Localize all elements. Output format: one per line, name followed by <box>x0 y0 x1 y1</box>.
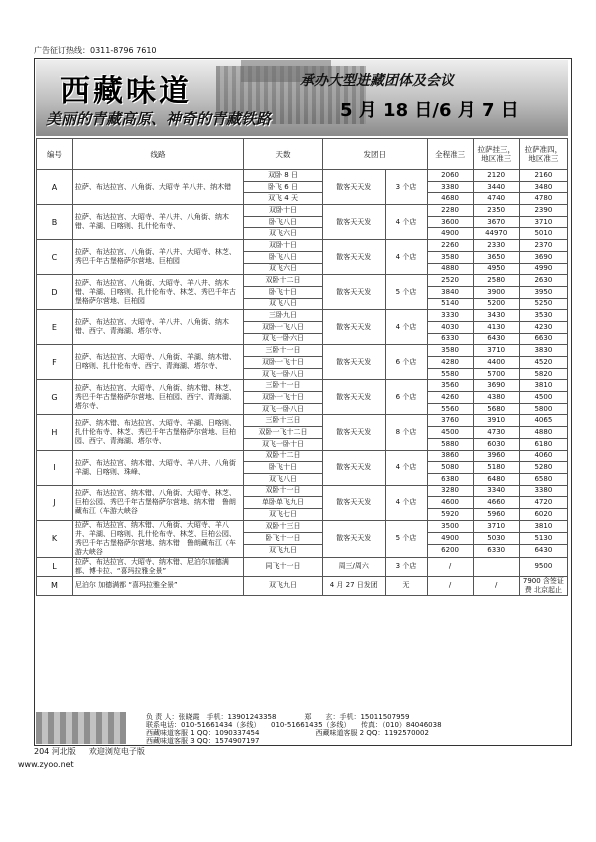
store-count: 6 个店 <box>385 380 427 415</box>
price-lhasa-hang-3: 2580 <box>473 275 519 287</box>
store-count: 4 个店 <box>385 310 427 345</box>
price-lhasa-hang-3: 3650 <box>473 251 519 263</box>
price-standard-3: 6330 <box>427 333 473 345</box>
route-duration: 双飞一卧八日 <box>244 368 323 380</box>
route-description: 拉萨、布达拉宫、大昭寺、八角街、纳木错、林芝、秀巴千年古堡格萨尔营地、巨柏园、西宁、青海湖、塔尔寺、 <box>72 380 243 415</box>
departure-schedule: 4 月 27 日发团 <box>322 576 385 595</box>
route-duration: 双飞一卧六日 <box>244 333 323 345</box>
route-code: M <box>37 576 73 595</box>
route-duration: 双卧一飞十日 <box>244 357 323 369</box>
route-code: D <box>37 275 73 310</box>
store-count: 无 <box>385 576 427 595</box>
route-description: 拉萨、纳木错、布达拉宫、大昭寺、羊湖、日喀则、扎什伦布寺、林芝、秀巴千年古堡格萨尔营地、巨柏园、西宁、青海湖、塔尔寺、 <box>72 415 243 450</box>
route-duration: 双卧 8 日 <box>244 170 323 182</box>
route-duration: 双卧十日 <box>244 240 323 252</box>
contact-line-2: 联系电话：010-51661434（多线） 010-51661435（多线） 传真：（010）84046038 <box>146 721 442 729</box>
departure-schedule: 散客天天发 <box>322 205 385 240</box>
price-lhasa-4: 4990 <box>519 263 567 275</box>
contact-line-4: 西藏味道客服 3 QQ：1574907197 <box>146 737 260 745</box>
table-row <box>37 450 568 462</box>
store-count: 3 个店 <box>385 170 427 205</box>
banner-slogan: 美丽的青藏高原、神奇的青藏铁路 <box>46 110 272 128</box>
route-description: 拉萨、布达拉宫、八角街、大昭寺 羊八井、纳木错 <box>72 170 243 205</box>
price-lhasa-4: 4230 <box>519 321 567 333</box>
price-lhasa-4: 3380 <box>519 485 567 497</box>
table-row <box>37 520 568 532</box>
price-lhasa-4: 3480 <box>519 181 567 193</box>
route-code: H <box>37 415 73 450</box>
price-lhasa-hang-3: 3960 <box>473 450 519 462</box>
price-standard-3: 5920 <box>427 508 473 520</box>
price-standard-3: 3760 <box>427 415 473 427</box>
route-duration: 卧飞八日 <box>244 251 323 263</box>
price-lhasa-hang-3: 2330 <box>473 240 519 252</box>
route-duration: 双卧一飞十日 <box>244 392 323 404</box>
price-lhasa-4: 3690 <box>519 251 567 263</box>
route-duration: 双卧十一日 <box>244 485 323 497</box>
price-lhasa-hang-3: 3340 <box>473 485 519 497</box>
price-lhasa-4: 6180 <box>519 438 567 450</box>
price-lhasa-4: 5250 <box>519 298 567 310</box>
table-row <box>37 275 568 287</box>
route-code: L <box>37 557 73 576</box>
price-lhasa-4: 2390 <box>519 205 567 217</box>
price-standard-3: 3560 <box>427 380 473 392</box>
price-lhasa-hang-3: 5700 <box>473 368 519 380</box>
price-lhasa-4: 6020 <box>519 508 567 520</box>
price-standard-3: 3500 <box>427 520 473 532</box>
contact-line-3: 西藏味道客服 1 QQ：1090337454 西藏味道客服 2 QQ：1192570002 <box>146 729 429 737</box>
price-standard-3: 3330 <box>427 310 473 322</box>
price-standard-3: 3380 <box>427 181 473 193</box>
page-footer: 204 河北版 欢迎浏览电子版 <box>34 747 145 756</box>
store-count: 4 个店 <box>385 450 427 485</box>
banner-dates: 5 月 18 日/6 月 7 日 <box>340 100 519 121</box>
route-duration: 双飞七日 <box>244 508 323 520</box>
price-standard-3: 3600 <box>427 216 473 228</box>
header-price-2: 拉萨挂三，地区准三 <box>473 139 519 170</box>
route-duration: 卧飞十一日 <box>244 532 323 544</box>
table-row <box>37 380 568 392</box>
price-standard-3: 4880 <box>427 263 473 275</box>
price-standard-3: 4500 <box>427 427 473 439</box>
price-lhasa-hang-3: 4740 <box>473 193 519 205</box>
price-lhasa-4: 5280 <box>519 462 567 474</box>
departure-schedule: 散客天天发 <box>322 170 385 205</box>
route-duration: 双卧十二日 <box>244 450 323 462</box>
route-duration: 双卧十三日 <box>244 520 323 532</box>
price-standard-3: 4600 <box>427 497 473 509</box>
price-standard-3: 4900 <box>427 228 473 240</box>
route-duration: 三卧十一日 <box>244 345 323 357</box>
price-lhasa-hang-3: 3910 <box>473 415 519 427</box>
price-lhasa-hang-3: 3710 <box>473 345 519 357</box>
price-lhasa-4: 3710 <box>519 216 567 228</box>
route-code: J <box>37 485 73 520</box>
route-duration: 双飞六日 <box>244 228 323 240</box>
price-standard-3: 5560 <box>427 403 473 415</box>
route-duration: 双飞 4 天 <box>244 193 323 205</box>
price-standard-3: 3280 <box>427 485 473 497</box>
departure-schedule: 散客天天发 <box>322 275 385 310</box>
price-lhasa-4: 4500 <box>519 392 567 404</box>
route-description: 拉萨、布达拉宫、大昭寺、羊八井、八角街、纳木错、西宁、青海湖、塔尔寺、 <box>72 310 243 345</box>
brand-title: 西藏味道 <box>60 74 192 109</box>
price-lhasa-hang-3: 3690 <box>473 380 519 392</box>
price-standard-3: / <box>427 576 473 595</box>
price-lhasa-hang-3: 4950 <box>473 263 519 275</box>
price-standard-3: 6380 <box>427 473 473 485</box>
price-lhasa-hang-3: 3440 <box>473 181 519 193</box>
price-lhasa-4: 3810 <box>519 520 567 532</box>
price-lhasa-hang-3: 4400 <box>473 357 519 369</box>
price-lhasa-hang-3: 4130 <box>473 321 519 333</box>
price-lhasa-4: 3830 <box>519 345 567 357</box>
price-lhasa-hang-3: 5030 <box>473 532 519 544</box>
table-row <box>37 345 568 357</box>
price-standard-3: / <box>427 557 473 576</box>
route-code: K <box>37 520 73 557</box>
route-description: 拉萨、布达拉宫、纳木错、大昭寺、羊八井、八角街羊湖、日喀则、珠峰、 <box>72 450 243 485</box>
price-lhasa-4: 6580 <box>519 473 567 485</box>
price-lhasa-hang-3: 5180 <box>473 462 519 474</box>
price-lhasa-hang-3: 4380 <box>473 392 519 404</box>
price-standard-3: 4900 <box>427 532 473 544</box>
route-description: 拉萨、布达拉宫、大昭寺、纳木错、尼泊尔加德满都、博卡拉、“喜玛拉雅全景” <box>72 557 243 576</box>
price-lhasa-4: 4880 <box>519 427 567 439</box>
route-code: B <box>37 205 73 240</box>
table-row <box>37 170 568 182</box>
route-code: C <box>37 240 73 275</box>
store-count: 4 个店 <box>385 205 427 240</box>
prayer-wheel-photo <box>36 712 126 744</box>
site-url: www.zyoo.net <box>18 760 74 769</box>
route-duration: 双飞九日 <box>244 545 323 557</box>
table-row <box>37 576 568 595</box>
route-duration: 三卧十三日 <box>244 415 323 427</box>
header-price-3: 拉萨准四，地区准三 <box>519 139 567 170</box>
route-code: I <box>37 450 73 485</box>
departure-schedule: 散客天天发 <box>322 345 385 380</box>
price-standard-3: 5080 <box>427 462 473 474</box>
price-lhasa-4: 2160 <box>519 170 567 182</box>
departure-schedule: 散客天天发 <box>322 485 385 520</box>
departure-schedule: 散客天天发 <box>322 415 385 450</box>
price-lhasa-4: 9500 <box>519 557 567 576</box>
table-row <box>37 557 568 576</box>
route-duration: 同飞十一日 <box>244 557 323 576</box>
departure-schedule: 周三/周六 <box>322 557 385 576</box>
price-lhasa-4: 5820 <box>519 368 567 380</box>
price-standard-3: 2520 <box>427 275 473 287</box>
store-count: 6 个店 <box>385 345 427 380</box>
price-lhasa-hang-3: 6480 <box>473 473 519 485</box>
route-description: 拉萨、布达拉宫、大昭寺、羊八井、八角街、纳木错、羊湖、日喀则、扎什伦布寺、 <box>72 205 243 240</box>
departure-schedule: 散客天天发 <box>322 380 385 415</box>
ad-hotline: 广告征订热线：0311-8796 7610 <box>34 46 157 55</box>
departure-schedule: 散客天天发 <box>322 520 385 557</box>
header-price-1: 全程准三 <box>427 139 473 170</box>
route-duration: 双飞八日 <box>244 473 323 485</box>
price-lhasa-4: 4720 <box>519 497 567 509</box>
header-departure: 发团日 <box>322 139 427 170</box>
price-lhasa-hang-3: 4660 <box>473 497 519 509</box>
price-lhasa-hang-3: 3900 <box>473 286 519 298</box>
price-lhasa-4: 3810 <box>519 380 567 392</box>
departure-schedule: 散客天天发 <box>322 450 385 485</box>
route-duration: 双飞一卧八日 <box>244 403 323 415</box>
route-duration: 双卧十日 <box>244 205 323 217</box>
price-lhasa-hang-3 <box>473 557 519 576</box>
route-duration: 三卧十一日 <box>244 380 323 392</box>
price-standard-3: 6200 <box>427 545 473 557</box>
route-description: 拉萨、布达拉宫、纳木错、八角街、大昭寺、羊八井、羊湖、日喀则、扎什伦布寺、林芝、巨柏公园、秀巴千年古堡格萨尔营地、纳木错 鲁朗藏布江（车游大峡谷 <box>72 520 243 557</box>
contact-line-1: 负 责 人：张晓霞 手机：13901243358 郑 玄：手机：15011507959 <box>146 713 410 721</box>
price-lhasa-hang-3: 6430 <box>473 333 519 345</box>
route-code: G <box>37 380 73 415</box>
price-standard-3: 2280 <box>427 205 473 217</box>
table-row <box>37 240 568 252</box>
table-row <box>37 310 568 322</box>
price-lhasa-4: 6430 <box>519 545 567 557</box>
route-duration: 三卧九日 <box>244 310 323 322</box>
price-lhasa-hang-3: 3430 <box>473 310 519 322</box>
price-standard-3: 4680 <box>427 193 473 205</box>
price-lhasa-4: 5800 <box>519 403 567 415</box>
route-duration: 双飞八日 <box>244 298 323 310</box>
price-lhasa-4: 3950 <box>519 286 567 298</box>
banner-promo: 承办大型进藏团体及会议 <box>300 73 454 89</box>
route-duration: 双飞九日 <box>244 576 323 595</box>
price-lhasa-4: 4780 <box>519 193 567 205</box>
price-standard-3: 4280 <box>427 357 473 369</box>
price-lhasa-4: 4065 <box>519 415 567 427</box>
price-standard-3: 3580 <box>427 251 473 263</box>
route-code: F <box>37 345 73 380</box>
price-lhasa-4: 7900 含签证费 北京起止 <box>519 576 567 595</box>
contact-block <box>36 712 568 744</box>
route-duration: 卧飞 6 日 <box>244 181 323 193</box>
price-lhasa-hang-3: 2350 <box>473 205 519 217</box>
route-code: A <box>37 170 73 205</box>
price-standard-3: 3840 <box>427 286 473 298</box>
store-count: 4 个店 <box>385 240 427 275</box>
header-days: 天数 <box>244 139 323 170</box>
price-lhasa-hang-3: 4730 <box>473 427 519 439</box>
route-duration: 卧飞八日 <box>244 216 323 228</box>
route-duration: 卧飞十日 <box>244 462 323 474</box>
price-lhasa-4: 2630 <box>519 275 567 287</box>
route-description: 拉萨、布达拉宫、八角街、大昭寺、羊八井、纳木错、羊湖、日喀则、扎什伦布寺、林芝、秀巴千年古堡格萨尔营地、巨柏园 <box>72 275 243 310</box>
price-standard-3: 5580 <box>427 368 473 380</box>
price-standard-3: 5140 <box>427 298 473 310</box>
price-lhasa-4: 5010 <box>519 228 567 240</box>
table-header-row <box>37 139 568 170</box>
departure-schedule: 散客天天发 <box>322 240 385 275</box>
route-duration: 双飞六日 <box>244 263 323 275</box>
price-standard-3: 3860 <box>427 450 473 462</box>
route-duration: 双卧一飞八日 <box>244 321 323 333</box>
store-count: 5 个店 <box>385 520 427 557</box>
route-description: 尼泊尔 加德满都 “喜玛拉雅全景” <box>72 576 243 595</box>
table-row <box>37 415 568 427</box>
route-duration: 双卧一飞十二日 <box>244 427 323 439</box>
price-standard-3: 2060 <box>427 170 473 182</box>
price-lhasa-hang-3: 6030 <box>473 438 519 450</box>
price-lhasa-4: 3530 <box>519 310 567 322</box>
header-code: 编号 <box>37 139 73 170</box>
route-description: 拉萨、布达拉宫、八角街、羊八井、大昭寺、林芝、秀巴千年古堡格萨尔营地、巨柏园 <box>72 240 243 275</box>
table-row <box>37 205 568 217</box>
price-standard-3: 2260 <box>427 240 473 252</box>
store-count: 5 个店 <box>385 275 427 310</box>
price-lhasa-hang-3: 2120 <box>473 170 519 182</box>
routes-table <box>36 138 568 596</box>
price-lhasa-hang-3: 6330 <box>473 545 519 557</box>
price-lhasa-hang-3: 3670 <box>473 216 519 228</box>
price-standard-3: 3580 <box>427 345 473 357</box>
route-code: E <box>37 310 73 345</box>
price-standard-3: 5880 <box>427 438 473 450</box>
price-lhasa-hang-3: 44970 <box>473 228 519 240</box>
header-route: 线路 <box>72 139 243 170</box>
route-duration: 卧飞十日 <box>244 286 323 298</box>
price-lhasa-4: 4520 <box>519 357 567 369</box>
price-standard-3: 4260 <box>427 392 473 404</box>
price-lhasa-4: 2370 <box>519 240 567 252</box>
price-lhasa-hang-3: 5960 <box>473 508 519 520</box>
price-lhasa-4: 6630 <box>519 333 567 345</box>
price-lhasa-4: 4060 <box>519 450 567 462</box>
table-row <box>37 485 568 497</box>
route-description: 拉萨、布达拉宫、纳木错、八角街、大昭寺、林芝、巨柏公园、秀巴千年古堡格萨尔营地、纳木错 鲁朗藏布江（车游大峡谷 <box>72 485 243 520</box>
store-count: 4 个店 <box>385 485 427 520</box>
price-lhasa-hang-3: 3710 <box>473 520 519 532</box>
store-count: 3 个店 <box>385 557 427 576</box>
price-lhasa-hang-3: 5680 <box>473 403 519 415</box>
price-lhasa-4: 5130 <box>519 532 567 544</box>
route-description: 拉萨、布达拉宫、大昭寺、八角街、羊湖、纳木错、日喀则、扎什伦布寺、西宁、青海湖、塔尔寺、 <box>72 345 243 380</box>
departure-schedule: 散客天天发 <box>322 310 385 345</box>
price-lhasa-hang-3: / <box>473 576 519 595</box>
route-duration: 双卧十二日 <box>244 275 323 287</box>
store-count: 8 个店 <box>385 415 427 450</box>
price-standard-3: 4030 <box>427 321 473 333</box>
route-duration: 单卧单飞九日 <box>244 497 323 509</box>
price-lhasa-hang-3: 5200 <box>473 298 519 310</box>
route-duration: 双飞一卧十日 <box>244 438 323 450</box>
